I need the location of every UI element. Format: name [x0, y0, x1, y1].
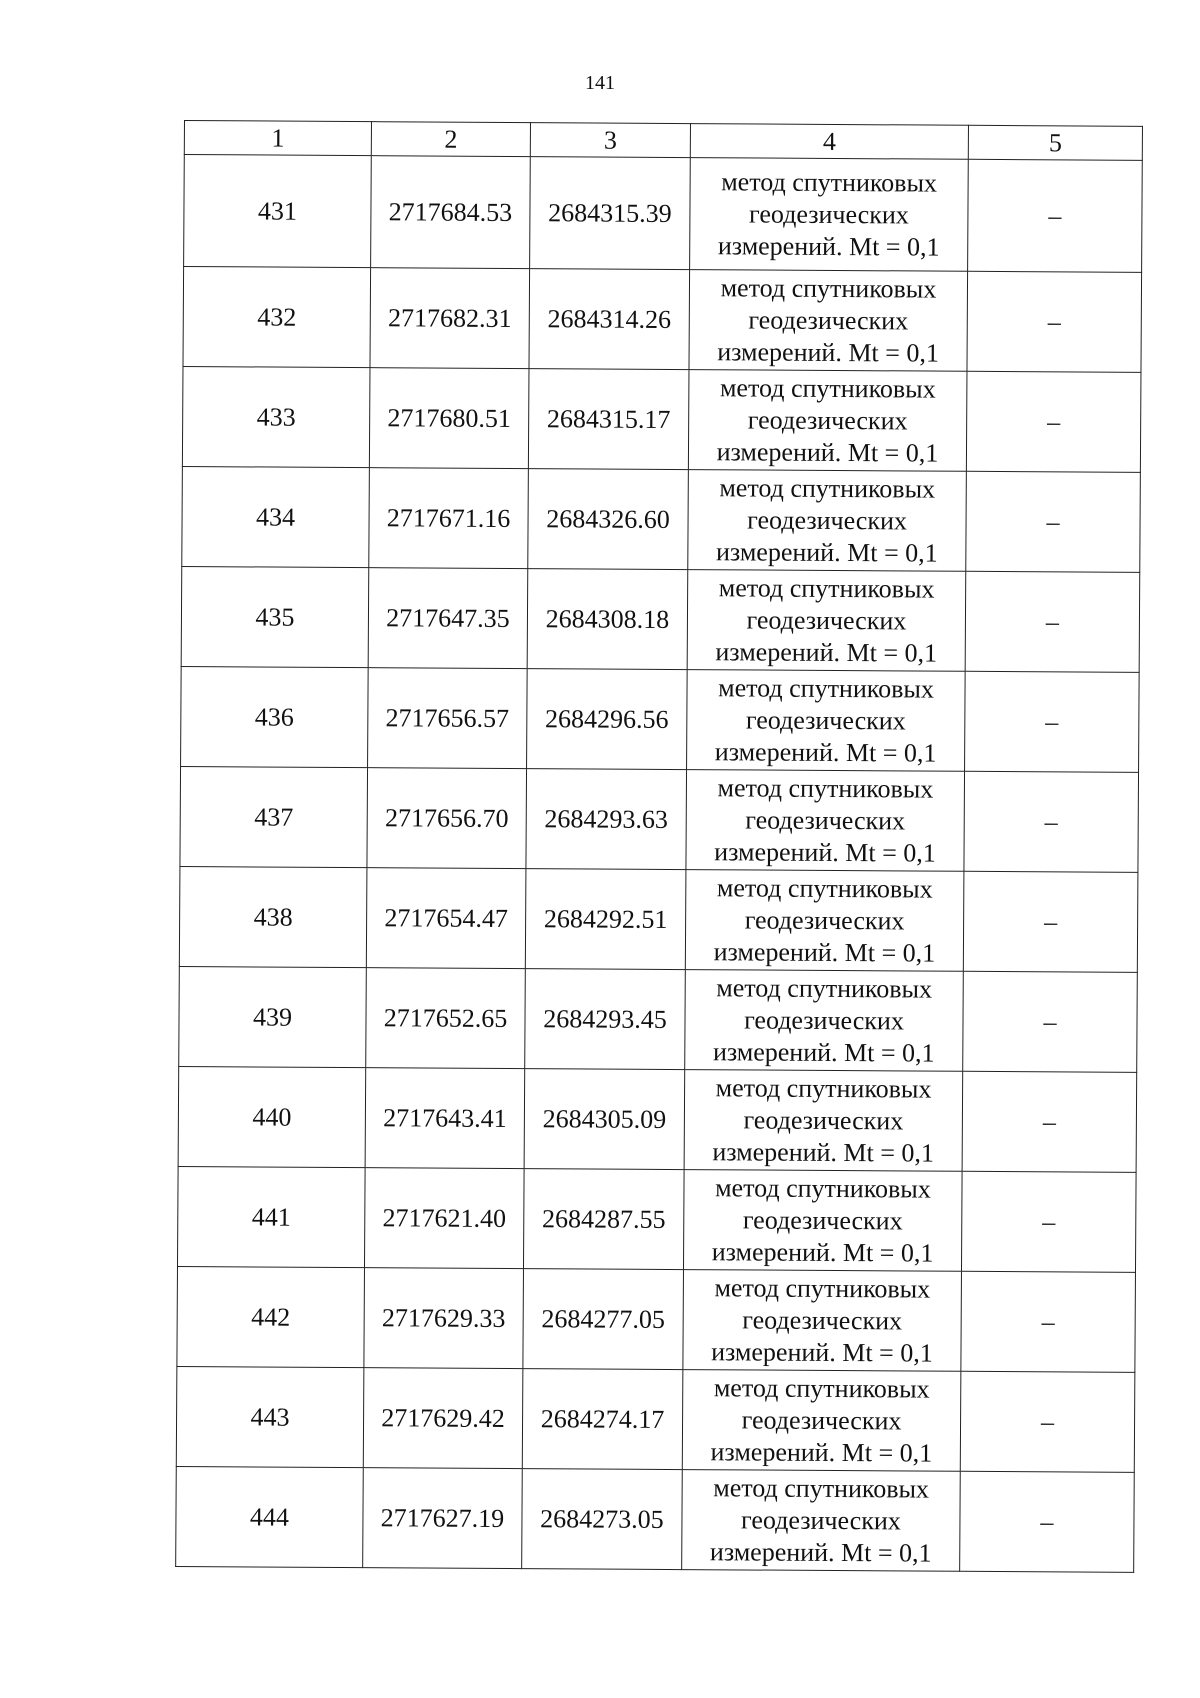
method-cell — [685, 870, 964, 972]
note-cell: – — [961, 1171, 1136, 1272]
point-number-cell: 436 — [181, 666, 369, 767]
note-cell: – — [966, 371, 1141, 472]
method-text-line: метод спутниковых — [719, 472, 936, 504]
method-cell — [687, 570, 966, 672]
x-coordinate-cell: 2717680.51 — [369, 368, 529, 469]
table-row — [182, 466, 1141, 572]
note-cell: – — [964, 771, 1139, 872]
method-text-line: метод спутниковых — [718, 672, 934, 704]
y-coordinate-cell: 2684315.39 — [530, 157, 691, 270]
table-row — [179, 866, 1138, 972]
method-text-line: измерений. Mt = 0,1 — [714, 736, 937, 768]
method-text-line: измерений. Mt = 0,1 — [712, 1136, 935, 1168]
method-text-line: геодезических — [745, 804, 906, 835]
y-coordinate-cell: 2684293.63 — [526, 769, 687, 870]
method-text-line: метод спутниковых — [713, 1472, 930, 1504]
point-number-cell: 432 — [183, 267, 371, 368]
method-text-line: геодезических — [740, 1504, 901, 1535]
y-coordinate-cell: 2684326.60 — [528, 469, 689, 570]
method-cell — [683, 1270, 962, 1372]
table-row — [180, 766, 1139, 872]
header-col-5: 5 — [968, 125, 1142, 160]
y-coordinate-cell: 2684293.45 — [525, 969, 686, 1070]
note-cell: – — [963, 971, 1138, 1072]
x-coordinate-cell: 2717627.19 — [363, 1468, 523, 1569]
table-row — [177, 1166, 1136, 1272]
note-cell: – — [968, 159, 1143, 272]
method-text-line: измерений. Mt = 0,1 — [717, 230, 940, 262]
y-coordinate-cell: 2684292.51 — [525, 869, 686, 970]
y-coordinate-cell: 2684305.09 — [524, 1069, 685, 1170]
point-number-cell: 443 — [176, 1366, 364, 1467]
method-text-line: геодезических — [743, 1104, 904, 1135]
header-col-4: 4 — [690, 124, 968, 160]
x-coordinate-cell: 2717682.31 — [370, 268, 530, 369]
y-coordinate-cell: 2684277.05 — [523, 1269, 684, 1370]
method-cell — [684, 1070, 963, 1172]
note-cell: – — [963, 871, 1138, 972]
method-text-line: метод спутниковых — [720, 272, 937, 304]
method-cell — [689, 270, 968, 372]
method-cell — [688, 370, 967, 472]
header-col-3: 3 — [530, 123, 690, 158]
method-text-line: измерений. Mt = 0,1 — [716, 436, 939, 468]
method-text-line: геодезических — [747, 404, 908, 435]
y-coordinate-cell: 2684287.55 — [523, 1169, 684, 1270]
method-text-line: метод спутниковых — [718, 572, 935, 604]
y-coordinate-cell: 2684308.18 — [527, 569, 688, 670]
method-text-line: измерений. Mt = 0,1 — [715, 636, 938, 668]
note-cell: – — [965, 671, 1140, 772]
x-coordinate-cell: 2717656.70 — [367, 768, 527, 869]
x-coordinate-cell: 2717643.41 — [365, 1068, 525, 1169]
method-text-line: измерений. Mt = 0,1 — [715, 536, 938, 568]
page-number: 141 — [585, 72, 615, 94]
y-coordinate-cell: 2684314.26 — [529, 269, 690, 370]
method-text-line: геодезических — [742, 1204, 903, 1235]
y-coordinate-cell: 2684274.17 — [522, 1369, 683, 1470]
method-cell — [685, 970, 964, 1072]
method-text-line: измерений. Mt = 0,1 — [711, 1336, 933, 1368]
header-col-1: 1 — [184, 121, 371, 156]
x-coordinate-cell: 2717684.53 — [371, 156, 531, 269]
method-text-line: измерений. Mt = 0,1 — [709, 1536, 932, 1568]
note-cell: – — [961, 1271, 1136, 1372]
coordinates-table — [175, 120, 1143, 1573]
table-row — [179, 966, 1138, 1072]
table-header-row — [184, 121, 1142, 161]
x-coordinate-cell: 2717656.57 — [368, 668, 528, 769]
method-text-line: измерений. Mt = 0,1 — [714, 836, 936, 868]
method-text-line: метод спутниковых — [717, 772, 934, 804]
method-cell — [688, 470, 967, 572]
method-text-line: геодезических — [741, 1404, 902, 1435]
point-number-cell: 434 — [182, 466, 370, 567]
x-coordinate-cell: 2717647.35 — [368, 568, 528, 669]
header-col-2: 2 — [371, 122, 530, 157]
method-text-line: измерений. Mt = 0,1 — [712, 1036, 935, 1068]
point-number-cell: 431 — [184, 155, 372, 268]
method-text-line: геодезических — [748, 198, 909, 229]
method-text-line: измерений. Mt = 0,1 — [711, 1236, 934, 1268]
method-text-line: геодезических — [742, 1304, 903, 1335]
method-text-line: метод спутниковых — [715, 1072, 932, 1104]
table-row — [177, 1266, 1136, 1372]
y-coordinate-cell: 2684315.17 — [528, 369, 689, 470]
note-cell: – — [966, 471, 1141, 572]
method-text-line: измерений. Mt = 0,1 — [710, 1436, 933, 1468]
x-coordinate-cell: 2717652.65 — [366, 968, 526, 1069]
point-number-cell: 438 — [179, 866, 367, 967]
table-body — [176, 155, 1143, 1573]
method-text-line: геодезических — [744, 1004, 904, 1035]
method-cell — [690, 158, 969, 272]
method-cell — [686, 770, 965, 872]
method-text-line: геодезических — [748, 304, 909, 335]
x-coordinate-cell: 2717621.40 — [364, 1168, 524, 1269]
method-cell — [682, 1470, 961, 1572]
table-row — [181, 566, 1140, 672]
method-text-line: геодезических — [745, 704, 906, 735]
method-cell — [682, 1370, 961, 1472]
y-coordinate-cell: 2684296.56 — [527, 669, 688, 770]
table-row — [176, 1366, 1135, 1472]
method-text-line: метод спутниковых — [715, 1172, 931, 1204]
method-text-line: метод спутниковых — [714, 1272, 931, 1304]
point-number-cell: 435 — [181, 566, 369, 667]
method-text-line: измерений. Mt = 0,1 — [713, 936, 936, 968]
point-number-cell: 439 — [179, 966, 367, 1067]
point-number-cell: 444 — [176, 1466, 364, 1567]
method-text-line: метод спутниковых — [716, 872, 933, 904]
point-number-cell: 441 — [177, 1166, 365, 1267]
y-coordinate-cell: 2684273.05 — [522, 1469, 683, 1570]
point-number-cell: 440 — [178, 1066, 366, 1167]
method-text-line: геодезических — [747, 504, 908, 535]
note-cell: – — [967, 271, 1142, 372]
table-row — [182, 366, 1141, 472]
table-row — [184, 155, 1143, 273]
method-cell — [683, 1170, 962, 1272]
method-text-line: метод спутниковых — [713, 1372, 930, 1404]
method-text-line: измерений. Mt = 0,1 — [717, 336, 939, 368]
point-number-cell: 433 — [182, 366, 370, 467]
x-coordinate-cell: 2717629.42 — [363, 1368, 523, 1469]
note-cell: – — [962, 1071, 1137, 1172]
table-row — [176, 1466, 1135, 1572]
x-coordinate-cell: 2717654.47 — [366, 868, 526, 969]
method-cell — [687, 670, 966, 772]
method-text-line: метод спутниковых — [719, 372, 936, 404]
table-row — [178, 1066, 1137, 1172]
x-coordinate-cell: 2717629.33 — [364, 1268, 524, 1369]
note-cell: – — [965, 571, 1140, 672]
point-number-cell: 442 — [177, 1266, 365, 1367]
note-cell: – — [960, 1471, 1135, 1572]
table-row — [181, 666, 1140, 772]
point-number-cell: 437 — [180, 766, 368, 867]
x-coordinate-cell: 2717671.16 — [369, 468, 529, 569]
method-text-line: метод спутниковых — [721, 166, 938, 198]
method-text-line: геодезических — [744, 904, 905, 935]
table-row — [183, 267, 1142, 373]
note-cell: – — [960, 1371, 1135, 1472]
method-text-line: метод спутниковых — [716, 972, 933, 1004]
method-text-line: геодезических — [746, 604, 907, 635]
